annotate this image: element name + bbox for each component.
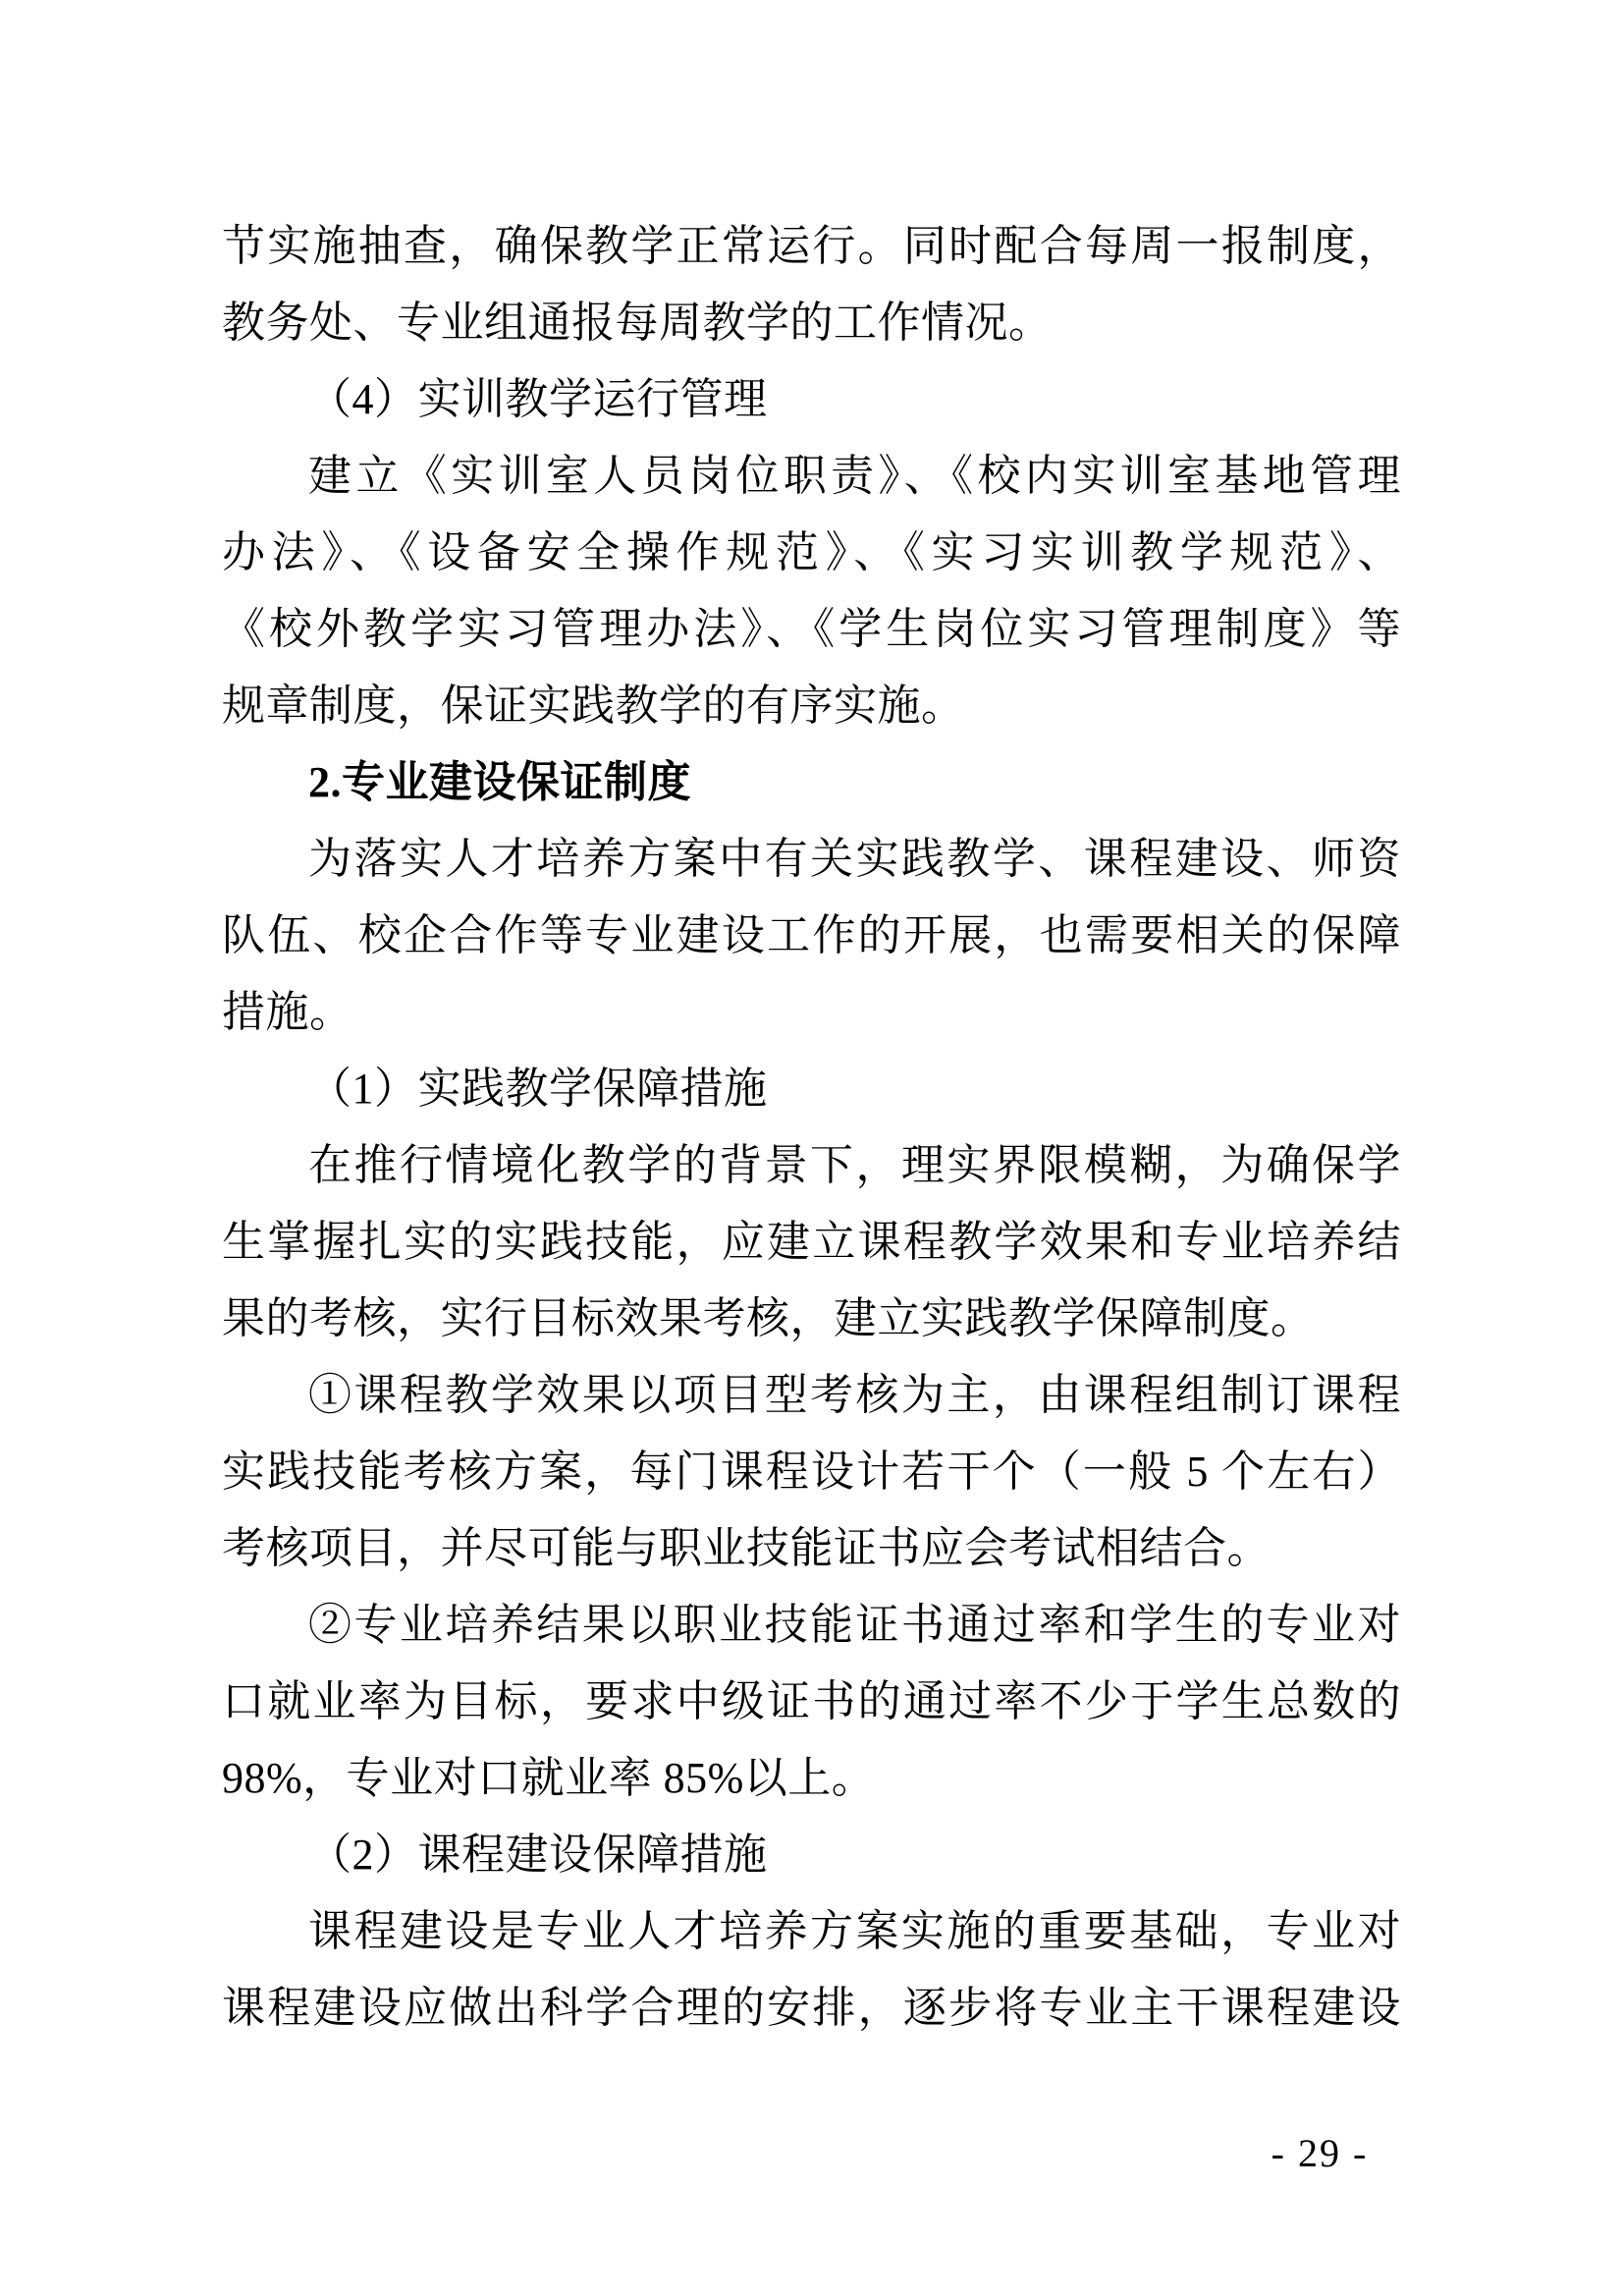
text-line: 为落实人才培养方案中有关实践教学、课程建设、师资 (308, 835, 1401, 883)
text-line: 2.专业建设保证制度 (308, 758, 691, 806)
text-line: 考核项目，并尽可能与职业技能证书应会考试相结合。 (222, 1524, 1271, 1572)
text-line: 课程建设是专业人才培养方案实施的重要基础，专业对 (308, 1907, 1401, 1955)
text-line: 口就业率为目标，要求中级证书的通过率不少于学生总数的 (222, 1677, 1401, 1725)
text-line: 《校外教学实习管理办法》、《学生岗位实习管理制度》等 (222, 605, 1401, 653)
text-line: 98%，专业对口就业率 85%以上。 (222, 1754, 876, 1802)
text-line: 节实施抽查，确保教学正常运行。同时配合每周一报制度， (222, 222, 1401, 270)
text-line: ①课程教学效果以项目型考核为主，由课程组制订课程 (308, 1371, 1401, 1419)
text-line: 队伍、校企合作等专业建设工作的开展，也需要相关的保障 (222, 911, 1401, 959)
text-line: 果的考核，实行目标效果考核，建立实践教学保障制度。 (222, 1294, 1315, 1342)
text-line: 课程建设应做出科学合理的安排，逐步将专业主干课程建设 (222, 1984, 1401, 2032)
text-line: （1）实践教学保障措施 (308, 1065, 768, 1113)
text-line: 实践技能考核方案，每门课程设计若干个（一般 5 个左右） (222, 1448, 1401, 1496)
body-text (222, 208, 1401, 2047)
text-line: 在推行情境化教学的背景下，理实界限模糊，为确保学 (308, 1141, 1401, 1189)
text-line: ②专业培养结果以职业技能证书通过率和学生的专业对 (308, 1601, 1401, 1649)
text-line: 建立《实训室人员岗位职责》、《校内实训室基地管理 (308, 452, 1401, 500)
text-line: 教务处、专业组通报每周教学的工作情况。 (222, 299, 1053, 347)
page-number: - 29 - (1271, 2131, 1369, 2175)
text-line: （2）课程建设保障措施 (308, 1831, 768, 1879)
text-line: 措施。 (222, 988, 353, 1036)
text-line: 生掌握扎实的实践技能，应建立课程教学效果和专业培养结 (222, 1218, 1401, 1266)
text-line: 办法》、《设备安全操作规范》、《实习实训教学规范》、 (222, 528, 1401, 576)
text-line: 规章制度，保证实践教学的有序实施。 (222, 682, 965, 730)
text-line: （4）实训教学运行管理 (308, 375, 768, 423)
